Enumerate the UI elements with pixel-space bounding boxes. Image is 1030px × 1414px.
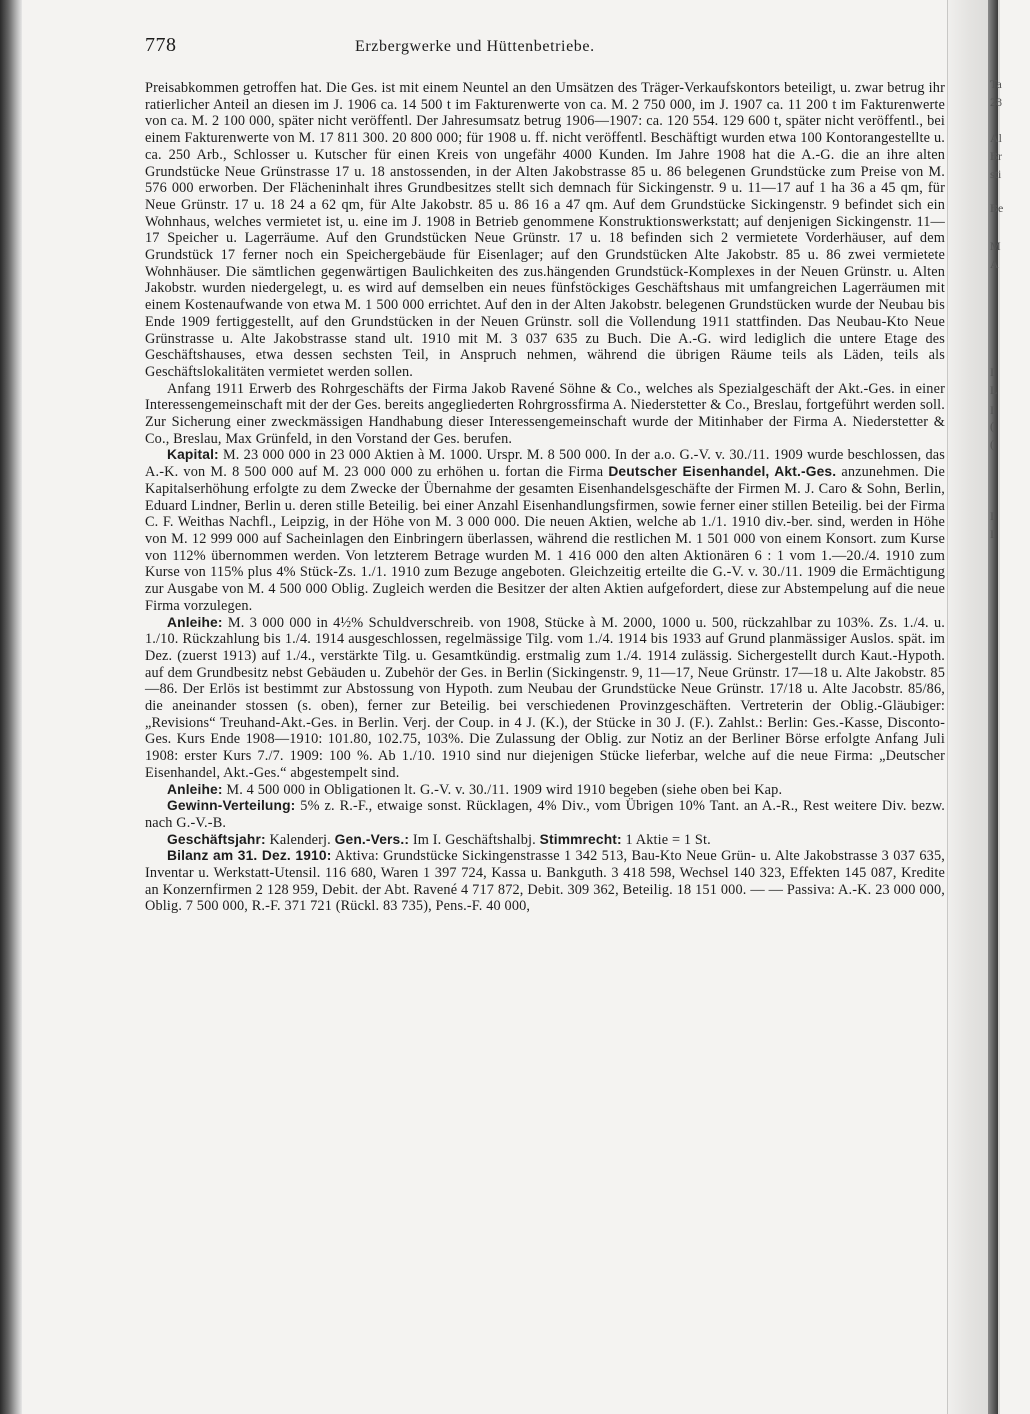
page-body bbox=[145, 80, 945, 915]
anleihe-2-text: M. 4 500 000 in Obligationen lt. G.-V. v. 30./11. 1909 wird 1910 begeben (siehe oben bei Kap. bbox=[222, 781, 783, 798]
section-anleihe-2 bbox=[145, 782, 945, 799]
margin-fragment: 28 bbox=[990, 95, 1002, 109]
label-anleihe-2: Anleihe: bbox=[167, 781, 223, 797]
kapital-text-end: anzunehmen. Die Kapitalserhöhung erfolgte zu dem Zwecke der Übernahme der gesamten Eisenhandelsgeschäfte der Firmen M. J. Caro & Sohn, Berlin, Eduard Lindner, Berlin u. deren stille Beteilig. bei einer Anzahl Eisenhandlungsfirmen, sowie ferner einer stillen Beteilig. bei der Firma C. F. Weithas Nachfl., Leipzig, in der Höhe von M. 3 000 000. Die neuen Aktien, welche ab 1./1. 1910 div.-ber. sind, werden in Höhe von M. 12 999 000 auf Sacheinlagen den Einbringern überlassen, während die restlichen M. 1 501 000 von einem Konsort. zum Kurse von 112% übernommen werden. Von letzterem Betrage wurden M. 1 416 000 den alten Aktionären 6 : 1 vom 1.—20./4. 1910 zum Kurse von 115% plus 4% Stück-Zs. 1./1. 1910 zum Bezuge angeboten. Gleichzeitig erteilte die G.-V. v. 30./11. 1909 die Ermächtigung zur Ausgabe von M. 4 500 000 Oblig. Zugleich werden die Besitzer der alten Aktien aufgefordert, diese zur Abstempelung auf die neue Firma vorzulegen. bbox=[145, 464, 945, 614]
margin-fragment: ( bbox=[990, 419, 994, 433]
margin-fragment: I bbox=[990, 527, 994, 541]
geschaeftsjahr-text: Kalenderj. bbox=[265, 831, 335, 848]
margin-fragment: Ta bbox=[990, 77, 1002, 91]
paragraph-company-history: Preisabkommen getroffen hat. Die Ges. ist mit einem Neuntel an den Umsätzen des Träger-Verkaufskontors beteiligt, u. zwar betrug ihr ratierlicher Anteil an diesen im J. 1906 ca. 14 500 t im Fakturenwerte von ca. M. 2 750 000, im J. 1907 ca. 11 200 t im Fakturenwerte von ca. M. 2 100 000, später nicht veröffentl. Der Jahresumsatz betrug 1906—1907: ca. 120 554. 129 600 t, später nicht veröffentl., bei einem Fakturenwerte von M. 17 811 300. 20 800 000; für 1908 u. ff. nicht veröffentl. Beschäftigt wurden etwa 100 Kontorangestellte u. ca. 250 Arb., Schlosser u. Kutscher für einen Kreis von ungefähr 4000 Kunden. Im Jahre 1908 hat die A.-G. die an ihre alten Grundstücke Neue Grünstrasse 17 u. 18 anstossenden, in der Alten Jakobstrasse 85 u. 86 belegenen Grundstücke zum Preise von M. 576 000 erworben. Der Flächeninhalt ihres Grundbesitzes stellt sich demnach für Sickingenstr. 9 u. 11—17 auf 1 ha 36 a 45 qm, für Neue Grünstr. 17 u. 18 24 a 62 qm, für Alte Jakobstr. 85 u. 86 16 a 47 qm. Auf dem Grundstücke Sickingenstr. 9 befindet sich ein Wohnhaus, welches vermietet ist, u. eine im J. 1908 in Betrieb genommene Konstruktionswerkstatt; auf denjenigen Sickingenstr. 11—17 Speicher u. Lagerräume. Auf den Grundstücken Neue Grünstr. 17 u. 18 befinden sich 2 vermietete Vorderhäuser, auf dem Grundstück 17 ferner noch ein Speichergebäude für Eisenlager; auf den Grundstücken Alte Jakobstr. 85 u. 86 zwei vermietete Wohnhäuser. Die sämtlichen gegenwärtigen Baulichkeiten des zus.hängenden Grundstück-Komplexes in der Neuen Grünstr. u. Alten Jakobstr. wurden niedergelegt, u. es wird auf demselben ein neues fünfstöckiges Geschäftshaus mit umfangreichen Lagerräumen mit einem Kostenaufwande von etwa M. 1 500 000 errichtet. Auf den in der Alten Jakobstr. belegenen Grundstücken wurde der Neubau bis Ende 1909 fertiggestellt, auf den Grundstücken in der Neuen Grünstr. soll die Vollendung 1911 stattfinden. Das Neubau-Kto Neue Grünstrasse u. Alte Jakobstrasse stand ult. 1910 mit M. 3 037 635 zu Buch. Die A.-G. wird lediglich die untere Etage des Geschäftshauses, etwa dessen sechsten Teil, in Anspruch nehmen, während die übrigen Räume teils als Läden, teils als Geschäftslokalitäten vermietet werden sollen. bbox=[145, 80, 945, 380]
book-binding-shadow bbox=[0, 0, 22, 1414]
margin-fragment: M bbox=[990, 239, 1001, 253]
firm-name: Deutscher Eisenhandel, Akt.-Ges. bbox=[608, 464, 837, 480]
label-kapital: Kapital: bbox=[167, 447, 219, 463]
label-stimmrecht: Stimmrecht: bbox=[539, 831, 622, 847]
section-bilanz bbox=[145, 848, 945, 915]
page-number: 778 bbox=[145, 34, 177, 56]
margin-fragment: Br bbox=[990, 149, 1002, 163]
label-bilanz: Bilanz am 31. Dez. 1910: bbox=[167, 848, 332, 864]
margin-fragment: I bbox=[990, 403, 994, 417]
margin-fragment: A bbox=[990, 257, 999, 271]
section-geschaeftsjahr bbox=[145, 832, 945, 849]
section-kapital bbox=[145, 447, 945, 614]
margin-fragment: I bbox=[990, 365, 994, 379]
book-page bbox=[145, 34, 945, 915]
label-gen-vers: Gen.-Vers.: bbox=[334, 831, 410, 847]
page-header bbox=[145, 34, 945, 66]
margin-fragment: ( bbox=[990, 437, 994, 451]
margin-fragment: L bbox=[990, 383, 998, 397]
margin-fragment: Be bbox=[990, 201, 1004, 215]
margin-fragment: I bbox=[990, 509, 994, 523]
label-gewinn-verteilung: Gewinn-Verteilung: bbox=[167, 798, 296, 814]
label-geschaeftsjahr: Geschäftsjahr: bbox=[167, 831, 266, 847]
gen-vers-text: Im I. Geschäftshalbj. bbox=[409, 831, 540, 848]
bilanz-text: Aktiva: Grundstücke Sickingenstrasse 1 342 513, Bau-Kto Neue Grün- u. Alte Jakobstrasse 3 037 635, Inventar u. Werkstatt-Utensil. 116 680, Waren 1 397 724, Kassa u. Bankguth. 3 418 598, Wechsel 140 323, Effekten 145 087, Kredite an Konzernfirmen 2 128 959, Debit. der Abt. Ravené 4 717 872, Debit. 309 362, Beteilig. 18 151 000. — — Passiva: A.-K. 23 000 000, Oblig. 7 500 000, R.-F. 371 721 (Rückl. 83 735), Pens.-F. 40 000, bbox=[145, 848, 945, 915]
section-gewinn-verteilung bbox=[145, 798, 945, 831]
kapital-text-start: M. 23 000 000 in 23 000 Aktien à M. 1000. Urspr. M. 8 500 000. In der a.o. G.-V. v. 30./11. 1909 wurde beschlossen, das A.-K. von M. 8 500 000 auf M. 23 000 000 zu erhöhen u. fortan die Firma bbox=[145, 447, 945, 481]
margin-fragment: sti bbox=[990, 167, 1002, 181]
anleihe-1-text: M. 3 000 000 in 4½% Schuldverschreib. von 1908, Stücke à M. 2000, 1000 u. 500, rückzahlbar zu 103%. Zs. 1./4. u. 1./10. Rückzahlung bis 1./4. 1914 ausgeschlossen, regelmässige Tilg. vom 1./4. 1914 bis 1933 auf Grund planmässiger Auslos. spät. im Dez. (zuerst 1913) auf 1./4., verstärkte Tilg. u. Gesamtkündig. erstmalig zum 1./4. 1914 zulässig. Sichergestellt durch Kaut.-Hypoth. auf dem Grundbesitz nebst Gebäuden u. Zubehör der Ges. in Berlin (Sickingenstr. 9, 11—17, Neue Grünstr. 17—18 u. Alte Jakobstr. 85—86. Der Erlös ist bestimmt zur Abstossung von Hypoth. zum Neubau der Grundstücke Neue Grünstr. 17/18 u. Alte Jacobstr. 85/86, die aneinander stossen (s. oben), ferner zur Beteilig. bei verschiedenen Provinzgeschäften. Vertreterin der Oblig.-Gläubiger: „Revisions“ Treuhand-Akt.-Ges. in Berlin. Verj. der Coup. in 4 J. (K.), der Stücke in 30 J. (F.). Zahlst.: Berlin: Ges.-Kasse, Disconto-Ges. Kurs Ende 1908—1910: 101.80, 102.75, 103%. Die Zulassung der Oblig. zur Notiz an der Berliner Börse erfolgte Anfang Juli 1908: erster Kurs 7./7. 1909: 100 %. Ab 1./10. 1910 sind nur diejenigen Stücke lieferbar, welche auf die neue Firma: „Deutscher Eisenhandel, Akt.-Ges.“ abgestempelt sind. bbox=[145, 614, 945, 781]
stimmrecht-text: 1 Aktie = 1 St. bbox=[621, 831, 711, 848]
margin-fragment: Al bbox=[990, 131, 1002, 145]
paragraph-acquisition-1911: Anfang 1911 Erwerb des Rohrgeschäfts der Firma Jakob Ravené Söhne & Co., welches als Spezialgeschäft der Akt.-Ges. in einer Interessengemeinschaft mit der der Ges. bereits angegliederten Rohrgrossfirma A. Niederstetter & Co., Breslau, fortgeführt werden soll. Zur Sicherung einer zweckmässigen Handhabung dieser Interessengemeinschaft wurde der Mitinhaber der Firma A. Niederstetter & Co., Breslau, Max Grünfeld, in den Vorstand der Ges. berufen. bbox=[145, 380, 945, 447]
section-anleihe-1 bbox=[145, 615, 945, 782]
label-anleihe-1: Anleihe: bbox=[167, 614, 223, 630]
gewinn-verteilung-text: 5% z. R.-F., etwaige sonst. Rücklagen, 4% Div., vom Übrigen 10% Tant. an A.-R., Rest weitere Div. bezw. nach G.-V.-B. bbox=[145, 798, 945, 831]
running-title: Erzbergwerke und Hüttenbetriebe. bbox=[355, 38, 595, 55]
